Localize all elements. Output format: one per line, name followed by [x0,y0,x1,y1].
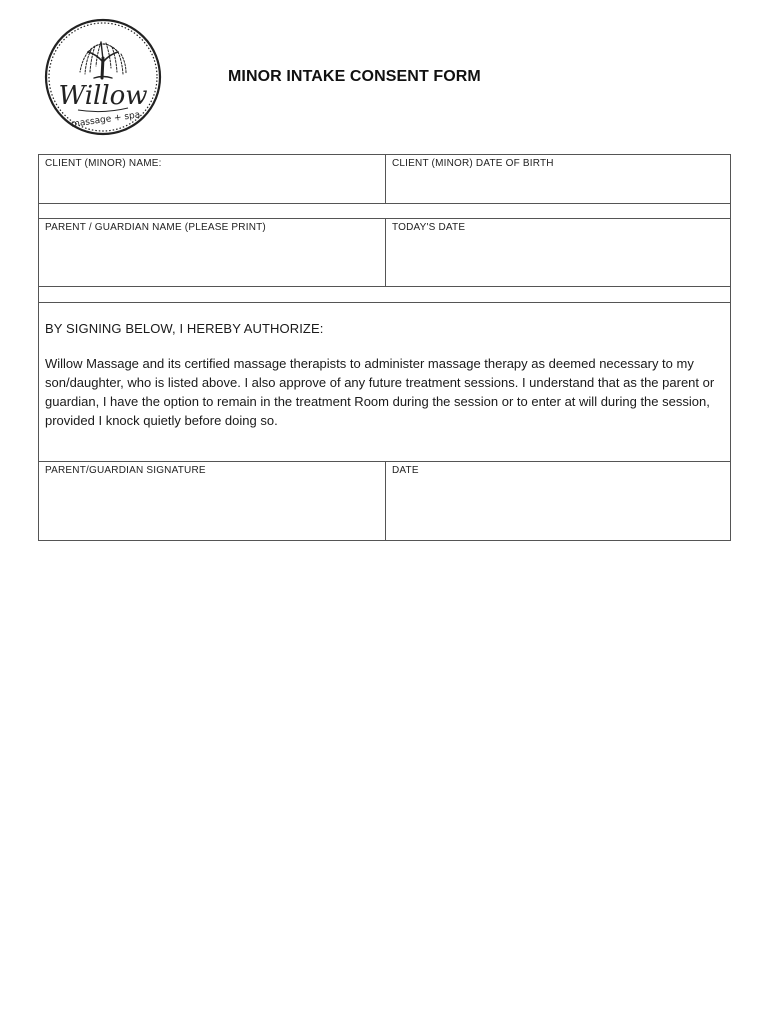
svg-text:massage + spa: massage + spa [70,110,141,130]
parent-name-label: PARENT / GUARDIAN NAME (PLEASE PRINT) [45,222,266,233]
parent-name-field[interactable] [39,219,386,286]
authorization-section [39,302,730,461]
signature-row [39,461,730,540]
client-name-field[interactable] [39,155,386,203]
client-info-row [39,155,730,203]
form-title: MINOR INTAKE CONSENT FORM [228,68,481,85]
signature-date-label: DATE [392,465,419,476]
spacer-row [39,203,730,218]
authorization-text: Willow Massage and its certified massage therapists to administer massage therapy as deemed necessary to my son/daughter, who is listed above. I also approve of any future treatment sessions. I understand that as the parent or guardian, I have the option to remain in the treatment Room during the session or to enter at will during the session, provided I knock quietly before doing so. [45,356,715,428]
svg-text:Willow: Willow [58,81,148,111]
todays-date-label: TODAY'S DATE [392,222,466,233]
spacer-row [39,286,730,302]
authorization-heading: BY SIGNING BELOW, I HEREBY AUTHORIZE: [45,321,324,336]
parent-info-row [39,218,730,286]
willow-logo [44,18,162,136]
client-dob-label: CLIENT (MINOR) DATE OF BIRTH [392,158,554,169]
signature-date-field[interactable] [386,462,730,540]
willow-tree-icon [80,42,126,78]
client-dob-field[interactable] [386,155,730,203]
guardian-signature-field[interactable] [39,462,386,540]
todays-date-field[interactable] [386,219,730,286]
consent-form [38,154,731,541]
client-name-label: CLIENT (MINOR) NAME: [45,158,162,169]
guardian-signature-label: PARENT/GUARDIAN SIGNATURE [45,465,206,476]
